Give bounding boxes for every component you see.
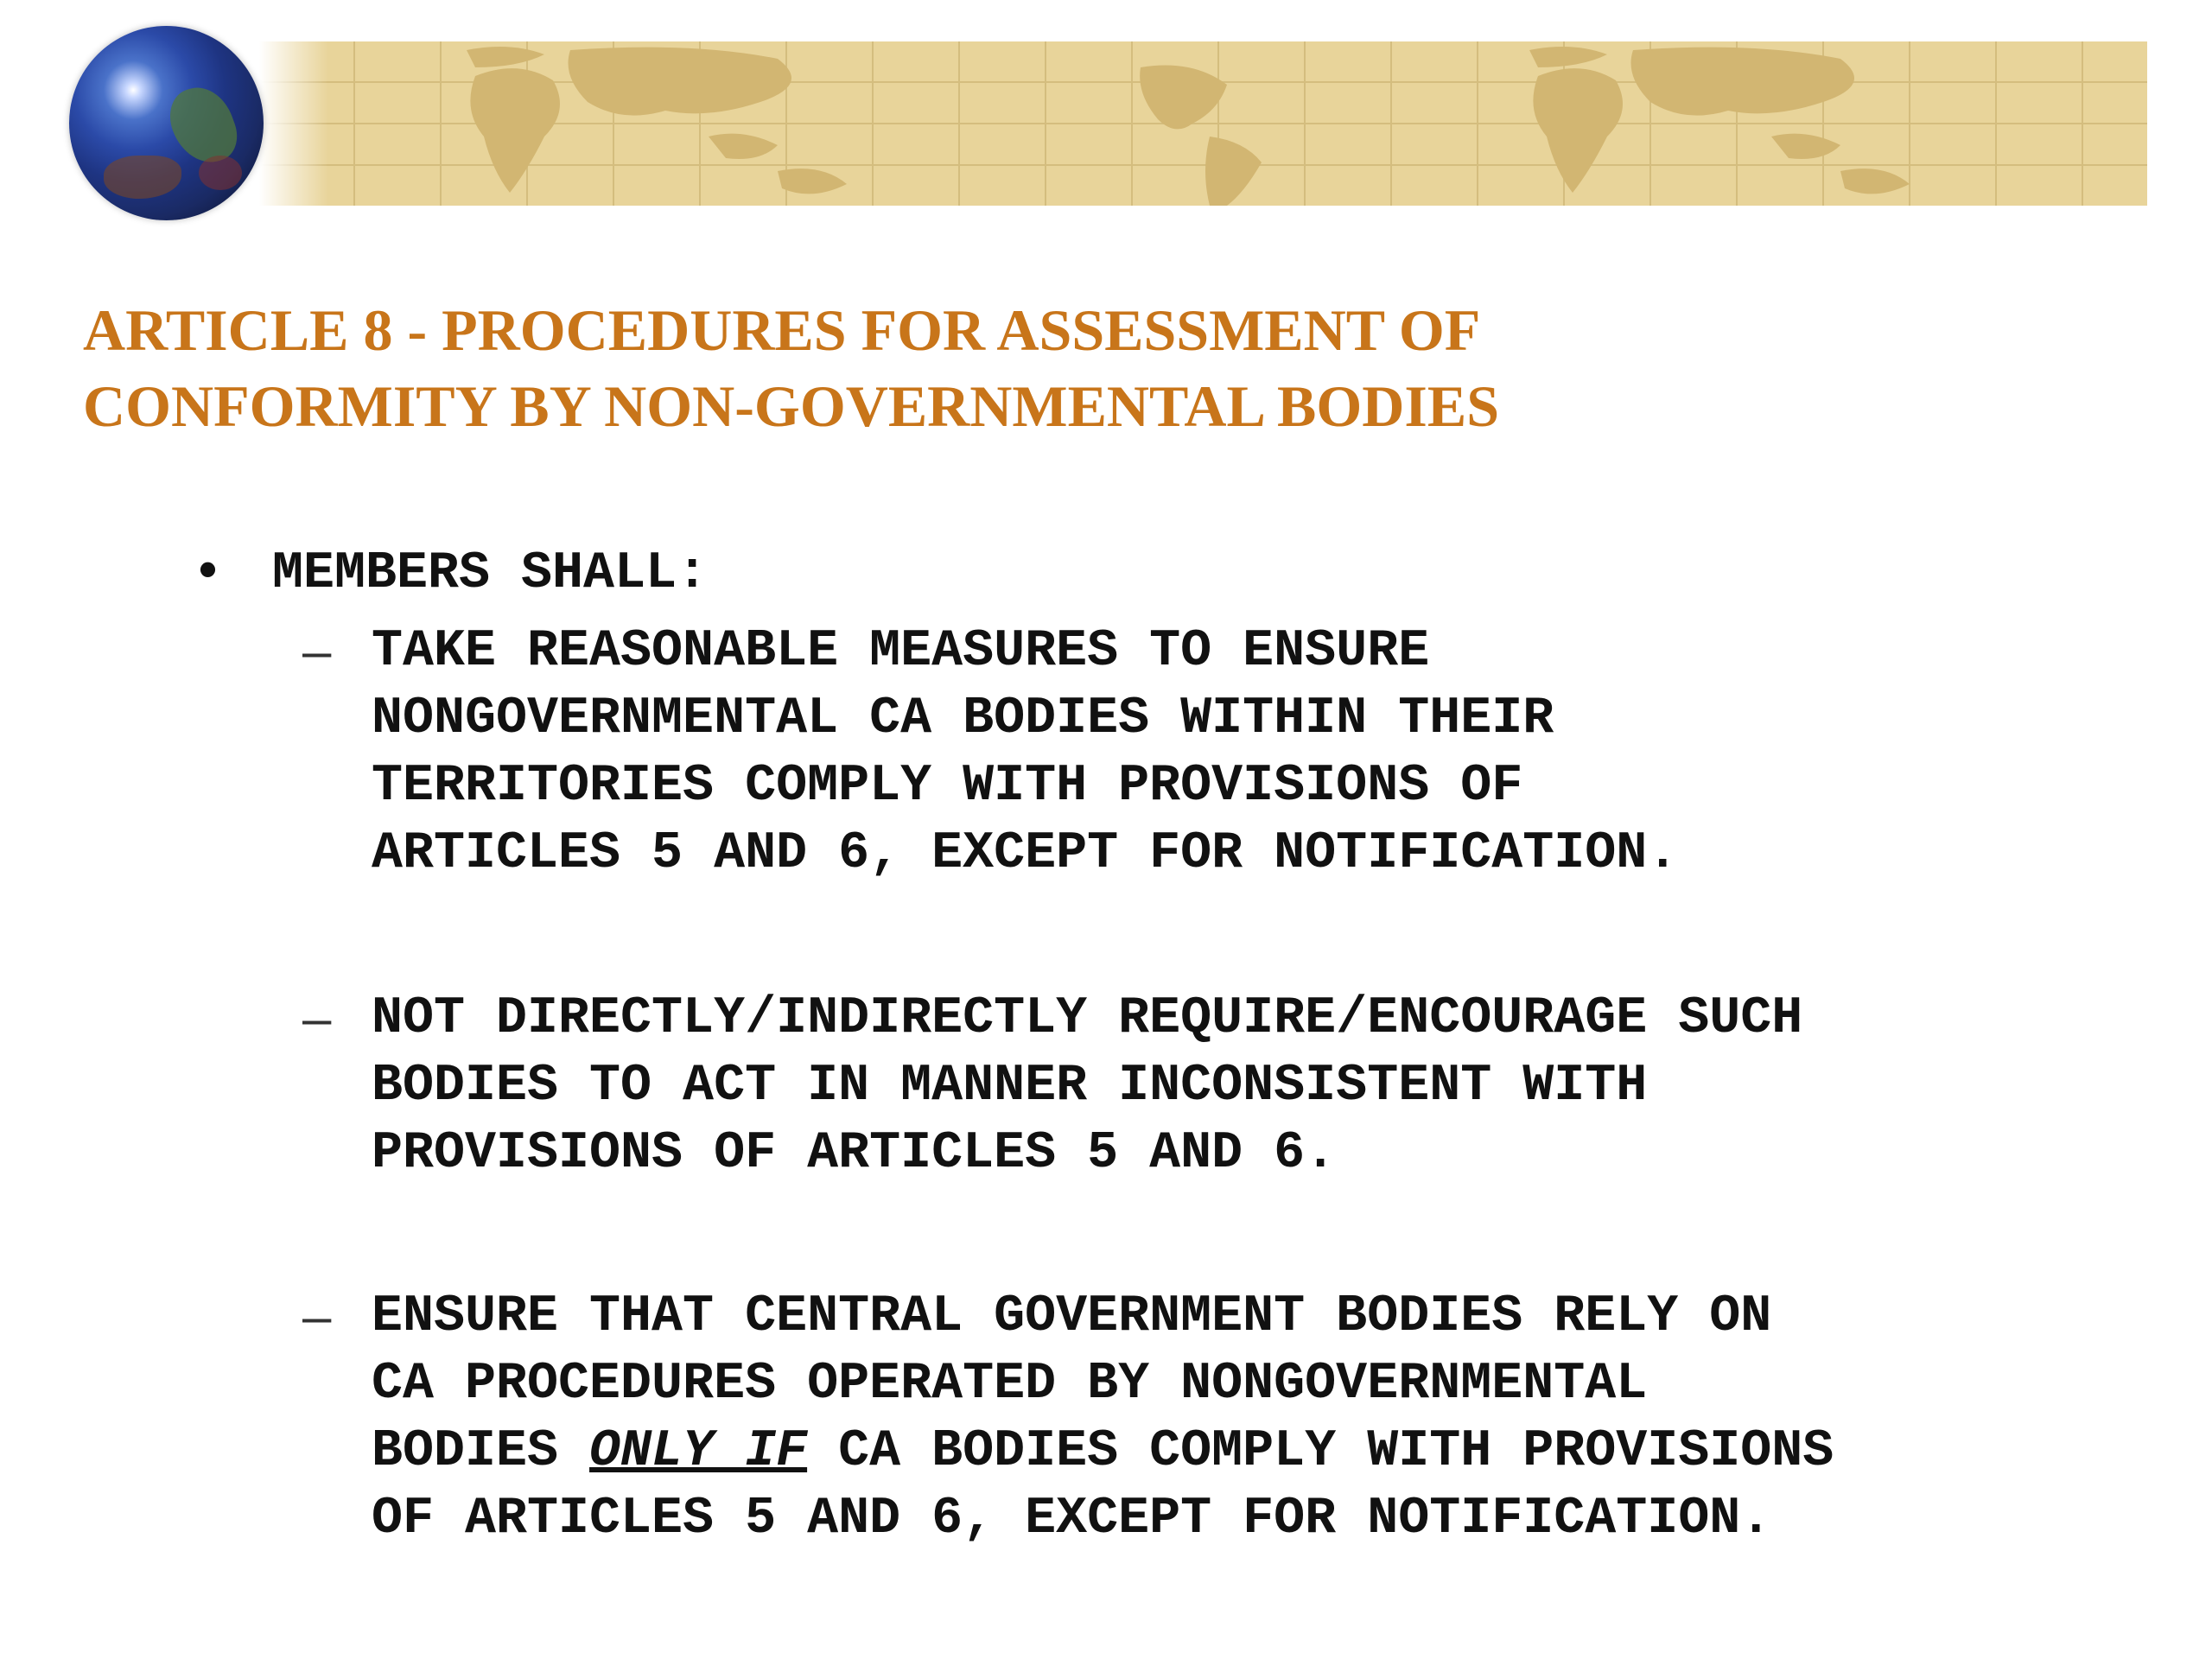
only-if-emphasis: ONLY IF — [589, 1422, 808, 1481]
world-map-banner — [259, 41, 2147, 206]
dash-icon: – — [302, 989, 332, 1047]
main-bullet-text: MEMBERS SHALL: — [272, 544, 709, 603]
title-line-2: CONFORMITY BY NON-GOVERNMENTAL BODIES — [83, 373, 1500, 439]
world-map-icon — [259, 41, 2147, 206]
main-bullet — [199, 536, 708, 607]
bullet-icon: • — [199, 540, 218, 598]
sub-item-2-text: NOT DIRECTLY/INDIRECTLY REQUIRE/ENCOURAGE SUCH BODIES TO ACT IN MANNER INCONSISTENT WITH PROVISIONS OF ARTICLES 5 AND 6. — [372, 989, 1803, 1183]
sub-item-3-text: ENSURE THAT CENTRAL GOVERNMENT BODIES RELY ON CA PROCEDURES OPERATED BY NONGOVERNMENTAL BODIES ONLY IF CA BODIES COMPLY WITH PROVISIONS OF ARTICLES 5 AND 6, EXCEPT FOR NOTIFICATION. — [372, 1287, 1834, 1548]
dash-icon: – — [302, 622, 332, 680]
title-line-1: ARTICLE 8 - PROCEDURES FOR ASSESSMENT OF — [83, 297, 1481, 363]
dash-icon: – — [302, 1287, 332, 1345]
sub-item-1-text: TAKE REASONABLE MEASURES TO ENSURE NONGOVERNMENTAL CA BODIES WITHIN THEIR TERRITORIES COMPLY WITH PROVISIONS OF ARTICLES 5 AND 6, EXCEPT FOR NOTIFICATION. — [372, 622, 1679, 883]
globe-icon — [69, 26, 264, 220]
slide-title — [83, 292, 2070, 444]
